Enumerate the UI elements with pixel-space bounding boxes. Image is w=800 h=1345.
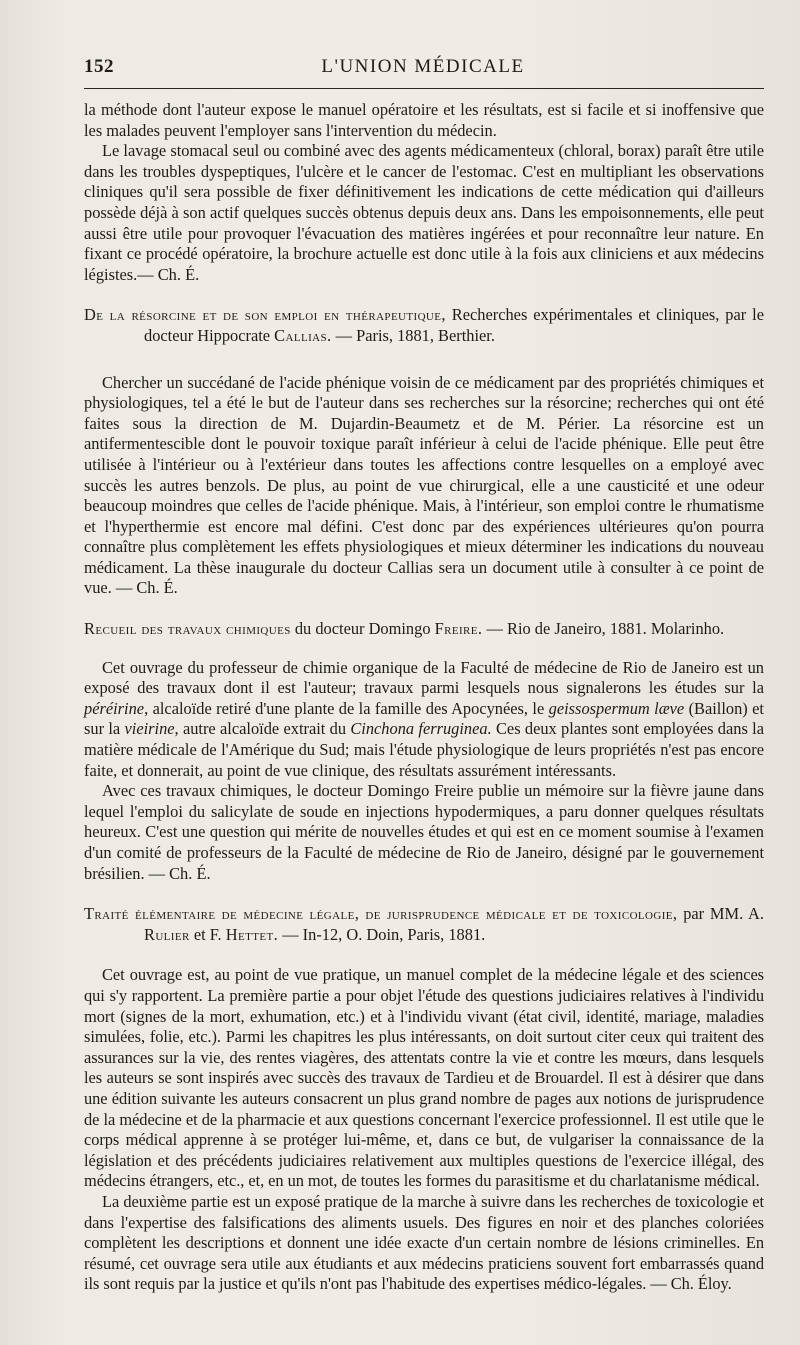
entry-title-text: et F.: [189, 924, 226, 944]
entry-title-text: du docteur Domingo: [290, 619, 435, 639]
entry-author: Freire.: [434, 619, 483, 639]
intro-paragraph-2: Le lavage stomacal seul ou combiné avec des agents médicamenteux (chloral, borax) paraît être utile dans les troubles dyspeptiques, l'ulcère et le cancer de l'estomac. C'est en multipliant les observations cliniques qu'il sera possible de fixer définitivement les indications de cette médication qui d'ailleurs possède déjà à son actif quelques succès obtenus depuis deux ans. Dans les empoisonnements, elle peut aussi être utile pour provoquer l'évacuation des matières ingérées et pour reconnaître leur nature. En fixant ce procédé opératoire, la brochure actuelle est donc utile à la fois aux cliniciens et aux médecins légistes.— Ch. É.: [84, 141, 764, 284]
entry-title-caps: De la résorcine et de son emploi en thérapeutique,: [84, 305, 446, 325]
entry-title-text: par MM. A.: [677, 904, 764, 924]
entry-author: Callias.: [274, 325, 332, 345]
page-body: [84, 100, 764, 1295]
italic-term: geissospermum læve: [548, 698, 685, 718]
entry-title-caps: Recueil des travaux chimiques: [84, 619, 291, 639]
entry-title-text: Recherches expérimentales et cliniques, par le docteur Hippocrate: [144, 305, 764, 345]
entry-author: Rulier: [144, 924, 190, 944]
entry-title-caps: Traité élémentaire de médecine légale, de jurisprudence médicale et de toxicologie,: [84, 904, 678, 924]
header-rule: [84, 88, 764, 89]
review-traite: [84, 904, 764, 1295]
running-title: L'UNION MÉDICALE: [321, 56, 525, 77]
resorcine-paragraph: Chercher un succédané de l'acide phénique voisin de ce médicament par des propriétés chimiques et physiologiques, tel a été le but de l'auteur dans ses recherches sur la résorcine; recherches qui ont été faites sous la direction de M. Dujardin-Beaumetz et de M. Périer. La résorcine est un antifermentescible dont le pouvoir toxique paraît inférieur à celui de l'acide phénique. Elle peut être utilisée à l'intérieur ou à l'extérieur dans toutes les affections contre lesquelles on a employé avec succès les autres benzols. De plus, au point de vue chirurgical, elle a une causticité et une odeur beaucoup moindres que celles de l'acide phénique. Mais, à l'intérieur, son emploi contre le rhumatisme et l'hyperthermie est encore mal défini. C'est donc par des expériences ultérieures qu'on pourra connaître plus complètement les effets physiologiques et mieux déterminer les indications du nouveau médicament. La thèse inaugurale du docteur Callias sera un document utile à consulter à ce point de vue. — Ch. É.: [84, 372, 764, 598]
text-run: (Baillon) et sur la: [84, 698, 764, 739]
entry-publication: — Rio de Janeiro, 1881. Molarinho.: [482, 619, 725, 639]
freire-paragraph-1: [84, 658, 764, 782]
intro-paragraph-1: la méthode dont l'auteur expose le manuel opératoire et les résultats, est si facile et si inoffensive que les malades peuvent l'employer sans l'intervention du médecin.: [84, 100, 764, 140]
freire-paragraph-2: Avec ces travaux chimiques, le docteur Domingo Freire publie un mémoire sur la fièvre jaune dans lequel l'emploi du salicylate de soude en injections hypodermiques, a paru donner quelques résultats heureux. C'est une question qui mérite de nouvelles études et qui est en ce moment soumise à l'examen d'un comité de professeurs de la Faculté de médecine de Rio de Janeiro, désigné par le gouvernement brésilien. — Ch. É.: [84, 781, 764, 883]
text-run: , autre alcaloïde extrait du: [174, 719, 351, 739]
intro-review: [84, 100, 764, 285]
entry-author: Hettet.: [225, 924, 279, 944]
italic-term: Cinchona ferruginea.: [350, 719, 492, 739]
traite-paragraph-1: Cet ouvrage est, au point de vue pratique, un manuel complet de la médecine légale et des sciences qui s'y rapportent. La première partie a pour objet l'étude des questions judiciaires relatives à l'individu mort (signes de la mort, exhumation, etc.) et à l'individu vivant (état civil, identité, mariage, maladies simulées, folie, etc.). Parmi les chapitres les plus intéressants, on doit surtout citer ceux qui traitent des assurances sur la vie, des rentes viagères, des attentats contre la vie et contre les mœurs, dans lesquels les auteurs se sont inspirés avec succès des travaux de Tardieu et de Brouardel. Il est à désirer que dans une édition suivante les auteurs consacrent un plus grand nombre de pages aux notions de jurisprudence de la médecine et de la pharmacie et aux questions concernant l'exercice professionnel. Il est utile que le corps médical apprenne à se protéger lui-même, et, dans ce but, de vulgariser la connaissance de la législation et des précédents judiciaires relativement aux multiples questions de l'exercice illégal, des médecins étrangers, etc., et, en un mot, de toutes les formes du parasitisme et du charlatanisme médical.: [84, 965, 764, 1191]
review-resorcine: [84, 305, 764, 599]
italic-term: vieirine: [124, 719, 175, 739]
traite-paragraph-2: La deuxième partie est un exposé pratique de la marche à suivre dans les recherches de toxicologie et dans l'expertise des falsifications des aliments usuels. Des figures en noir et des planches coloriées complètent les descriptions et donnent une idée exacte d'un certain nombre de lésions criminelles. En résumé, cet ouvrage sera utile aux étudiants et aux médecins praticiens souvent fort embarrassés quand ils sont requis par la justice et qu'ils n'ont pas l'habitude des expertises médico-légales. — Ch. Éloy.: [84, 1191, 764, 1294]
text-run: Ces deux plantes sont employées dans la matière médicale de l'Amérique du Sud; mais l'étude physiologique de leurs propriétés n'est pas encore faite, et donnerait, au point de vue clinique, des résultats assurément intéressants.: [84, 719, 764, 780]
entry-publication: — Paris, 1881, Berthier.: [331, 325, 495, 345]
entry-title-resorcine: [84, 305, 764, 346]
text-run: Cet ouvrage du professeur de chimie organique de la Faculté de médecine de Rio de Janeiro est un exposé des travaux dont il est l'auteur; travaux parmi lesquels nous signalerons les études sur la: [84, 657, 764, 698]
text-run: , alcaloïde retiré d'une plante de la famille des Apocynées, le: [144, 698, 549, 718]
entry-title-freire: [84, 619, 764, 640]
italic-term: péréirine: [84, 698, 145, 718]
entry-publication: — In-12, O. Doin, Paris, 1881.: [278, 924, 486, 944]
page-number: 152: [84, 56, 114, 77]
entry-title-traite: [84, 904, 764, 945]
page-header: [84, 56, 762, 86]
review-freire: [84, 619, 764, 884]
